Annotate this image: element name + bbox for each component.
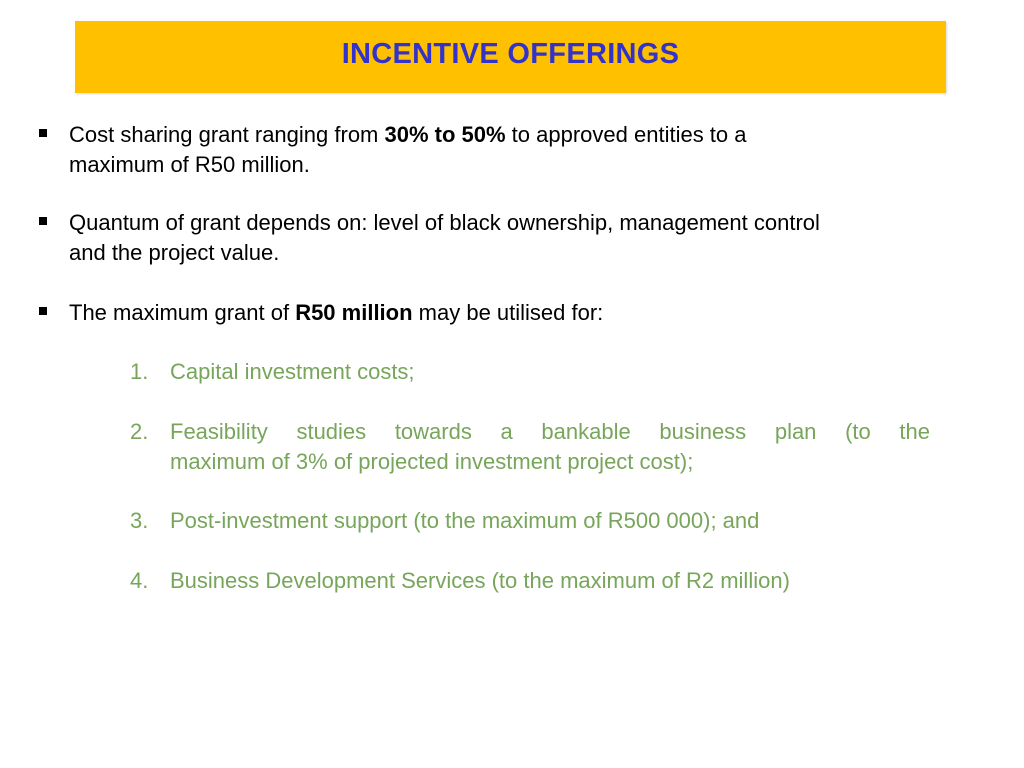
item-word: towards bbox=[394, 419, 472, 444]
square-bullet-icon bbox=[39, 129, 47, 137]
item-text-line1 bbox=[170, 417, 930, 447]
bullet-text-bold: 30% to 50% bbox=[384, 122, 506, 147]
bullet-text bbox=[69, 208, 929, 268]
bullet-text-pre: The maximum grant of bbox=[69, 300, 296, 325]
slide-title: INCENTIVE OFFERINGS bbox=[341, 37, 680, 70]
bullet-text-pre: Cost sharing grant ranging from bbox=[69, 122, 385, 147]
title-bar bbox=[75, 21, 946, 93]
item-text: Business Development Services (to the maximum of R2 million) bbox=[170, 568, 790, 593]
square-bullet-icon bbox=[39, 217, 47, 225]
bullet-text-post: may be utilised for: bbox=[412, 300, 604, 325]
item-text bbox=[170, 417, 930, 477]
item-word: the bbox=[899, 419, 930, 444]
item-word: bankable bbox=[541, 419, 631, 444]
item-number: 3. bbox=[130, 508, 149, 533]
item-text: Capital investment costs; bbox=[170, 359, 415, 384]
bullet-text-bold: R50 million bbox=[295, 300, 413, 325]
item-number: 1. bbox=[130, 359, 149, 384]
bullet-text bbox=[69, 120, 929, 180]
bullet-text-line2: and the project value. bbox=[69, 240, 280, 265]
bullet-text-post: to approved entities to a bbox=[505, 122, 747, 147]
item-word: Feasibility bbox=[170, 419, 268, 444]
item-word: a bbox=[500, 419, 513, 444]
item-word: plan bbox=[774, 419, 817, 444]
bullet-text bbox=[69, 298, 929, 328]
square-bullet-icon bbox=[39, 307, 47, 315]
item-text-line2: maximum of 3% of projected investment project cost); bbox=[170, 449, 694, 474]
bullet-text-line2: maximum of R50 million. bbox=[69, 152, 310, 177]
item-number: 2. bbox=[130, 419, 149, 444]
bullet-text-line1: Quantum of grant depends on: level of black ownership, management control bbox=[69, 210, 820, 235]
item-word: business bbox=[659, 419, 747, 444]
item-number: 4. bbox=[130, 568, 149, 593]
item-text: Post-investment support (to the maximum of R500 000); and bbox=[170, 508, 760, 533]
item-word: studies bbox=[296, 419, 367, 444]
item-word: (to bbox=[845, 419, 871, 444]
